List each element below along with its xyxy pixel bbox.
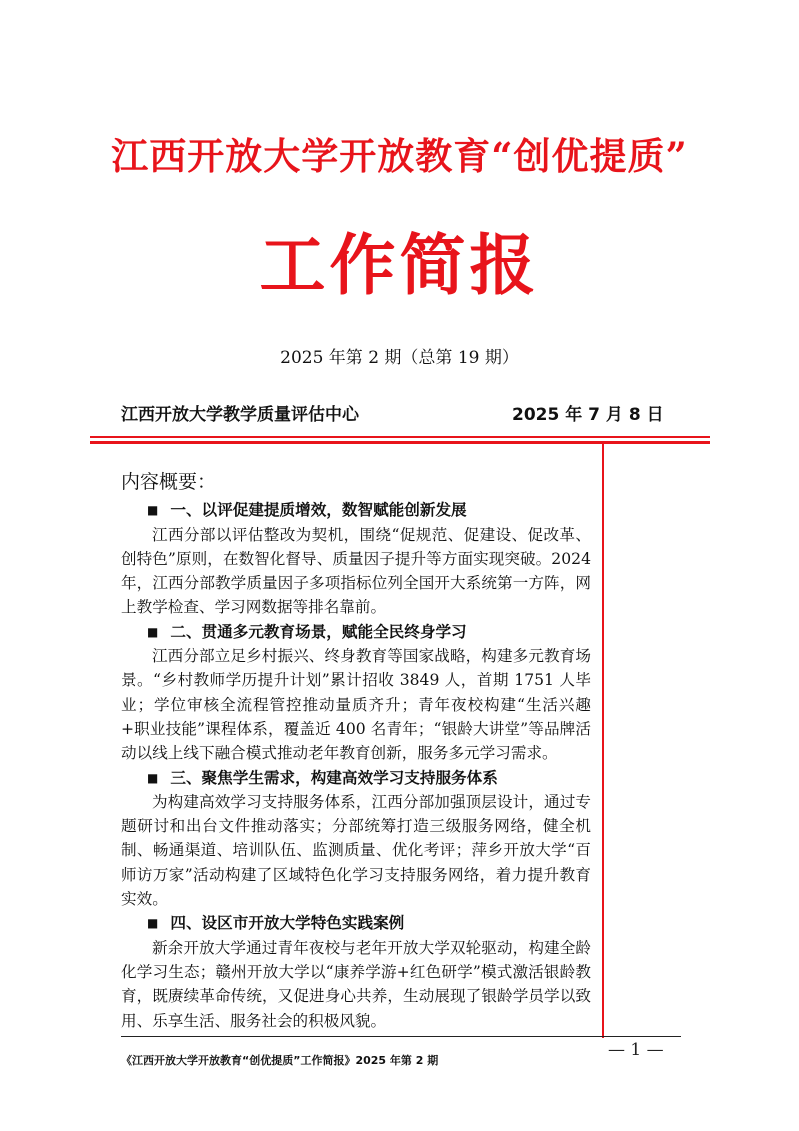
square-bullet-icon: ■	[147, 770, 159, 785]
section-heading	[121, 766, 591, 790]
issue-date: 2025 年 7 月 8 日	[512, 405, 664, 425]
section-heading-text: 二、贯通多元教育场景，赋能全民终身学习	[170, 621, 467, 641]
square-bullet-icon: ■	[147, 624, 159, 639]
header-divider-thick	[90, 441, 710, 444]
page-number: — 1 —	[608, 1040, 664, 1060]
bulletin-series-title: 江西开放大学开放教育“创优提质”	[111, 134, 688, 178]
square-bullet-icon: ■	[147, 503, 159, 518]
section-body: 江西分部立足乡村振兴、终身教育等国家战略，构建多元教育场景。“乡村教师学历提升计划”累计招收 3849 人，首期 1751 人毕业；学位审核全流程管控推动量质齐升；青年夜校构建“生活兴趣+职业技能”课程体系，覆盖近 400 名青年；“银龄大讲堂”等品牌活动以线上线下融合模式推动老年教育创新，服务多元学习需求。	[121, 647, 591, 763]
issuing-organization: 江西开放大学教学质量评估中心	[121, 405, 359, 425]
section-body: 新余开放大学通过青年夜校与老年开放大学双轮驱动，构建全龄化学习生态；赣州开放大学以“康养学游+红色研学”模式激活银龄教育，既赓续革命传统，又促进身心共养，生动展现了银龄学员学以致用、乐享生活、服务社会的积极风貌。	[121, 938, 591, 1030]
summary-box	[121, 470, 591, 1033]
section-heading	[121, 620, 591, 644]
footer-citation: 《江西开放大学开放教育“创优提质”工作简报》2025 年第 2 期	[121, 1054, 439, 1067]
section-heading-text: 四、设区市开放大学特色实践案例	[170, 913, 405, 933]
summary-label: 内容概要：	[121, 471, 217, 493]
header-divider-thin	[90, 436, 710, 438]
summary-side-rule	[602, 444, 604, 1038]
section-heading	[121, 498, 591, 522]
section-body: 江西分部以评估整改为契机，围绕“促规范、促建设、促改革、创特色”原则，在数智化督导、质量因子提升等方面实现突破。2024 年，江西分部教学质量因子多项指标位列全国开大系统第一方阵，网上教学检查、学习网数据等排名靠前。	[121, 525, 591, 617]
section-heading	[121, 911, 591, 935]
issue-number: 2025 年第 2 期（总第 19 期）	[280, 348, 519, 368]
section-body: 为构建高效学习支持服务体系，江西分部加强顶层设计，通过专题研讨和出台文件推动落实；分部统筹打造三级服务网络，健全机制、畅通渠道、培训队伍、监测质量、优化考评；萍乡开放大学“百师访万家”活动构建了区域特色化学习支持服务网络，着力提升教育实效。	[121, 792, 591, 909]
square-bullet-icon: ■	[147, 916, 159, 931]
section-heading-text: 一、以评促建提质增效，数智赋能创新发展	[170, 500, 467, 520]
bulletin-title: 工作简报	[259, 226, 540, 304]
section-heading-text: 三、聚焦学生需求，构建高效学习支持服务体系	[170, 767, 498, 787]
footer-divider	[121, 1036, 681, 1037]
